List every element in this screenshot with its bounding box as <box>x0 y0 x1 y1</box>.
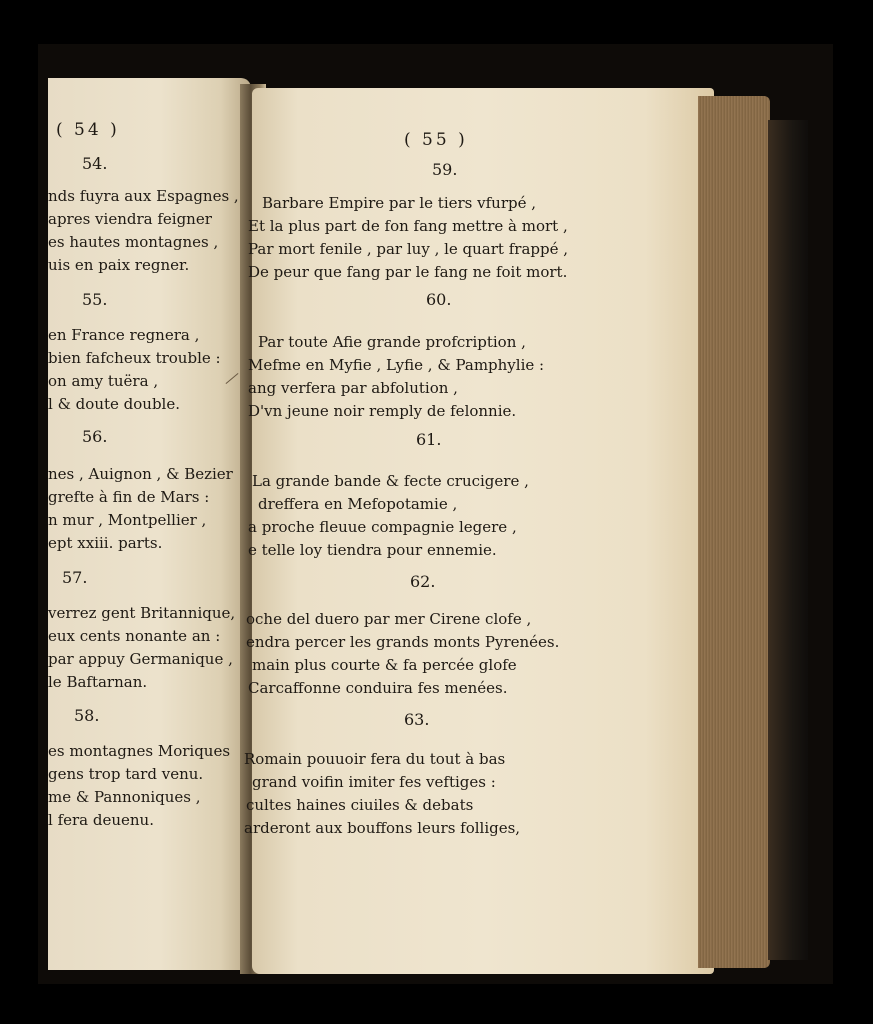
verse-line: ang verfera par abfolution , <box>248 379 458 397</box>
pen-mark <box>226 373 239 384</box>
verse-line: nds fuyra aux Espagnes , <box>48 187 239 205</box>
verse-line: n mur , Montpellier , <box>48 511 207 529</box>
verse-line: Barbare Empire par le tiers vfurpé , <box>262 194 537 212</box>
verse-line: es montagnes Moriques <box>48 742 231 760</box>
quatrain-number: 60. <box>426 290 452 309</box>
quatrain-number: 56. <box>82 427 108 446</box>
verse-line: arderont aux bouffons leurs folliges, <box>244 819 521 837</box>
verse-line: uis en paix regner. <box>48 256 190 274</box>
verse-line: me & Pannoniques , <box>48 788 201 806</box>
verse-line: oche del duero par mer Cirene clofe , <box>246 610 532 628</box>
quatrain-number: 58. <box>74 706 100 725</box>
quatrain-number: 57. <box>62 568 88 587</box>
verse-line: ept xxiii. parts. <box>48 534 163 552</box>
verse-line: De peur que fang par le fang ne foit mort. <box>248 263 568 281</box>
verse-line: par appuy Germanique , <box>48 650 233 668</box>
verse-line: gens trop tard venu. <box>48 765 204 783</box>
verse-line: en France regnera , <box>48 326 200 344</box>
verse-line: Mefme en Myfie , Lyfie , & Pamphylie : <box>248 356 545 374</box>
verse-line: grefte à fin de Mars : <box>48 488 210 506</box>
right-page-text <box>244 88 704 974</box>
quatrain-number: 54. <box>82 154 108 173</box>
verse-line: eux cents nonante an : <box>48 627 221 645</box>
quatrain-number: 63. <box>404 710 430 729</box>
verse-line: grand voifin imiter fes veftiges : <box>252 773 496 791</box>
verse-line: D'vn jeune noir remply de felonnie. <box>248 402 517 420</box>
verse-line: l fera deuenu. <box>48 811 154 829</box>
verse-line: le Baftarnan. <box>48 673 148 691</box>
quatrain-number: 55. <box>82 290 108 309</box>
verse-line: cultes haines ciuiles & debats <box>246 796 474 814</box>
right-page-number: ( 55 ) <box>404 130 468 150</box>
quatrain-number: 62. <box>410 572 436 591</box>
quatrain-number: 59. <box>432 160 458 179</box>
verse-line: Par toute Afie grande profcription , <box>258 333 526 351</box>
verse-line: verrez gent Britannique, <box>48 604 236 622</box>
verse-line: Romain pouuoir fera du tout à bas <box>244 750 506 768</box>
verse-line: La grande bande & fecte crucigere , <box>252 472 529 490</box>
verse-line: on amy tuëra , <box>48 372 159 390</box>
verse-line: main plus courte & fa percée glofe <box>252 656 517 674</box>
verse-line: l & doute double. <box>48 395 180 413</box>
left-page-number: ( 54 ) <box>56 120 120 140</box>
verse-line: e telle loy tiendra pour ennemie. <box>248 541 497 559</box>
verse-line: es hautes montagnes , <box>48 233 219 251</box>
verse-line: dreffera en Mefopotamie , <box>258 495 458 513</box>
verse-line: endra percer les grands monts Pyrenées. <box>246 633 560 651</box>
verse-line: Et la plus part de fon fang mettre à mort , <box>248 217 568 235</box>
verse-line: bien fafcheux trouble : <box>48 349 221 367</box>
verse-line: nes , Auignon , & Bezier <box>48 465 233 483</box>
quatrain-number: 61. <box>416 430 442 449</box>
verse-line: apres viendra feigner <box>48 210 212 228</box>
verse-line: Carcaffonne conduira fes menées. <box>248 679 508 697</box>
left-page-text <box>48 78 245 970</box>
verse-line: a proche fleuue compagnie legere , <box>248 518 517 536</box>
verse-line: Par mort fenile , par luy , le quart frappé , <box>248 240 569 258</box>
